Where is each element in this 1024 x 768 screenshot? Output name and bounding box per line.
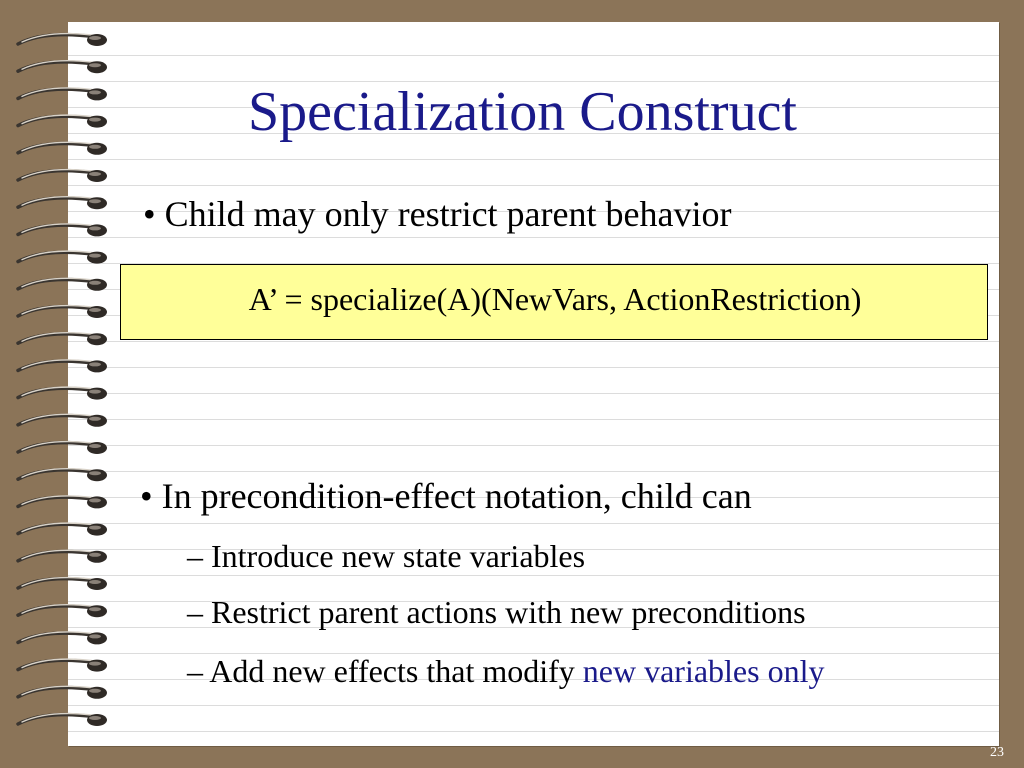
spiral-ring-icon	[18, 550, 107, 562]
spiral-ring-icon	[18, 632, 107, 644]
spiral-ring-icon	[18, 523, 107, 535]
spiral-ring-icon	[18, 414, 107, 426]
spiral-ring-icon	[18, 224, 107, 236]
bullet-restrict-parent: • Child may only restrict parent behavior	[143, 194, 732, 234]
spiral-ring-icon	[18, 306, 107, 318]
page-number: 23	[990, 745, 1004, 760]
spiral-ring-icon	[18, 686, 107, 698]
formula-box	[120, 264, 988, 340]
sub-bullet-new-state-variables: – Introduce new state variables	[187, 538, 586, 574]
sub-bullet-add-effects	[187, 651, 824, 691]
sub-bullet-add-effects-text: – Add new effects that modify	[187, 653, 583, 689]
spiral-ring-icon	[18, 251, 107, 263]
spiral-ring-icon	[18, 360, 107, 372]
spiral-ring-icon	[18, 578, 107, 590]
spiral-ring-icon	[18, 714, 107, 726]
spiral-binding-icon	[0, 0, 120, 768]
spiral-ring-icon	[18, 170, 107, 182]
spiral-ring-icon	[18, 605, 107, 617]
spiral-ring-icon	[18, 387, 107, 399]
spiral-ring-icon	[18, 61, 107, 73]
spiral-ring-icon	[18, 442, 107, 454]
spiral-ring-icon	[18, 142, 107, 154]
spiral-ring-icon	[18, 34, 107, 46]
sub-bullet-restrict-actions: – Restrict parent actions with new preconditions	[187, 594, 806, 630]
spiral-ring-icon	[18, 197, 107, 209]
formula-text: A’ = specialize(A)(NewVars, ActionRestriction)	[248, 281, 862, 317]
spiral-ring-icon	[18, 278, 107, 290]
bullet-precondition-effect: • In precondition-effect notation, child can	[140, 476, 752, 516]
spiral-ring-icon	[18, 115, 107, 127]
spiral-ring-icon	[18, 659, 107, 671]
spiral-ring-icon	[18, 88, 107, 100]
slide-title: Specialization Construct	[248, 81, 797, 143]
highlight-new-variables-only: new variables only	[582, 653, 825, 689]
spiral-ring-icon	[18, 469, 107, 481]
spiral-ring-icon	[18, 496, 107, 508]
spiral-ring-icon	[18, 333, 107, 345]
